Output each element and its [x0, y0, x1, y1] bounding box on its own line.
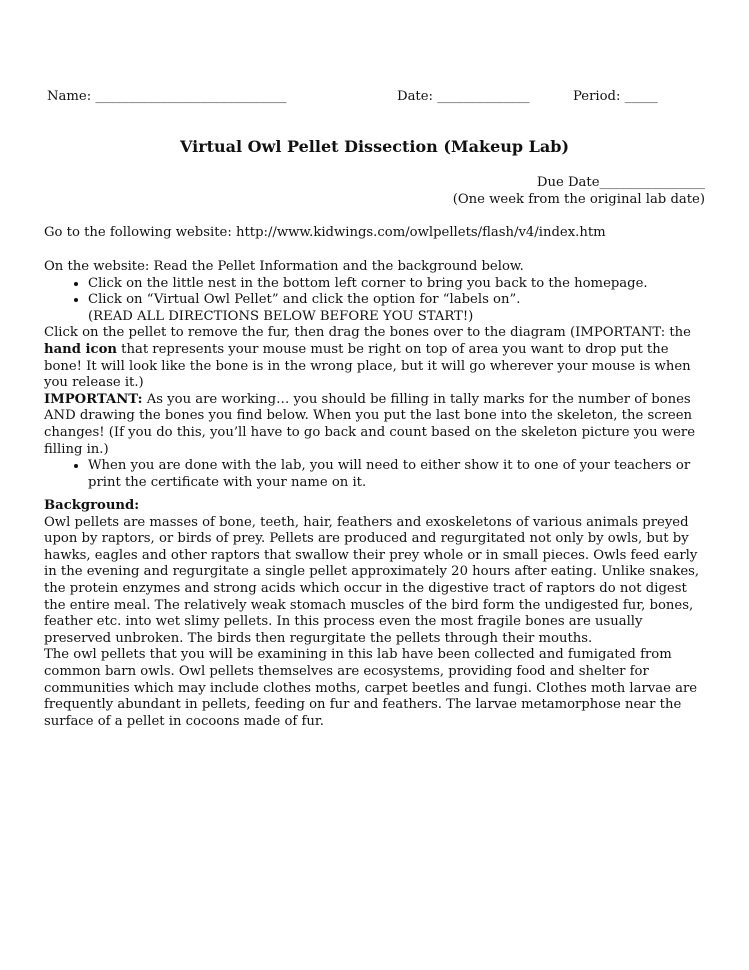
- period-label: Period:: [573, 89, 621, 104]
- name-label: Name:: [47, 89, 92, 104]
- list-item: • When you are done with the lab, you will need to either show it to one of your teachers or print the certificate with your name on it.: [88, 458, 708, 491]
- instructions-intro: On the website: Read the Pellet Information and the background below.: [44, 259, 524, 274]
- date-field: [397, 89, 530, 106]
- done-list: [44, 458, 708, 491]
- name-field: [47, 89, 287, 106]
- period-blank: _____: [624, 89, 658, 104]
- page-title: Virtual Owl Pellet Dissection (Makeup Lab): [179, 137, 570, 156]
- instructions-list: [44, 276, 708, 309]
- instructions-section: [44, 259, 708, 491]
- list-item: • Click on the little nest in the bottom left corner to bring you back to the homepage.: [88, 276, 708, 293]
- background-paragraph-2: The owl pellets that you will be examining in this lab have been collected and fumigated from common barn owls. Owl pellets themselves are ecosystems, providing food and shelter for communities which may include clothes moths, carpet beetles and fungi. Clothes moth larvae are frequently abundant in pellets, feeding on fur and feathers. The larvae metamorphose near the surface of a pellet in cocoons made of fur.: [44, 647, 698, 729]
- date-label: Date:: [397, 89, 433, 104]
- background-section: [44, 498, 708, 730]
- date-blank: ______________: [437, 89, 530, 104]
- hand-icon-phrase: hand icon: [44, 341, 117, 357]
- due-date-line: Due Date________________: [536, 175, 705, 190]
- important-note: IMPORTANT: As you are working… you should be filling in tally marks for the number of bones AND drawing the bones you find below. When you put the last bone into the skeleton, the screen changes! (If you do this, you’ll have to go back and count based on the skeleton picture you were filling in.): [44, 391, 695, 457]
- background-heading: Background:: [44, 498, 140, 513]
- name-blank: _____________________________: [95, 89, 287, 104]
- important-label: IMPORTANT:: [44, 391, 143, 407]
- background-paragraph-1: Owl pellets are masses of bone, teeth, hair, feathers and exoskeletons of various animals preyed upon by raptors, or birds of prey. Pellets are produced and regurgitated not only by owls, but by hawks, eagles and other raptors that swallow their prey whole or in small pieces. Owls feed early in the evening and regurgitate a single pellet approximately 20 hours after eating. Unlike snakes, the protein enzymes and strong acids which occur in the digestive tract of raptors do not digest the entire meal. The relatively weak stomach muscles of the bird form the undigested fur, bones, feather etc. into wet slimy pellets. In this process even the most fragile bones are usually preserved unbroken. The birds then regurgitate the pellets through their mouths.: [44, 514, 700, 646]
- read-all-note: (READ ALL DIRECTIONS BELOW BEFORE YOU START!): [88, 308, 474, 324]
- period-field: [573, 89, 658, 106]
- drag-instruction: Click on the pellet to remove the fur, then drag the bones over to the diagram (IMPORTANT: the hand icon that represents your mouse must be right on top of area you want to drop put the bone! It will look like the bone is in the wrong place, but it will go wherever your mouse is when you release it.): [44, 325, 691, 391]
- website-instruction: Go to the following website: http://www.kidwings.com/owlpellets/flash/v4/index.htm: [44, 225, 606, 240]
- due-date-note: (One week from the original lab date): [452, 192, 705, 207]
- list-item: • Click on “Virtual Owl Pellet” and click the option for “labels on”.: [88, 292, 708, 309]
